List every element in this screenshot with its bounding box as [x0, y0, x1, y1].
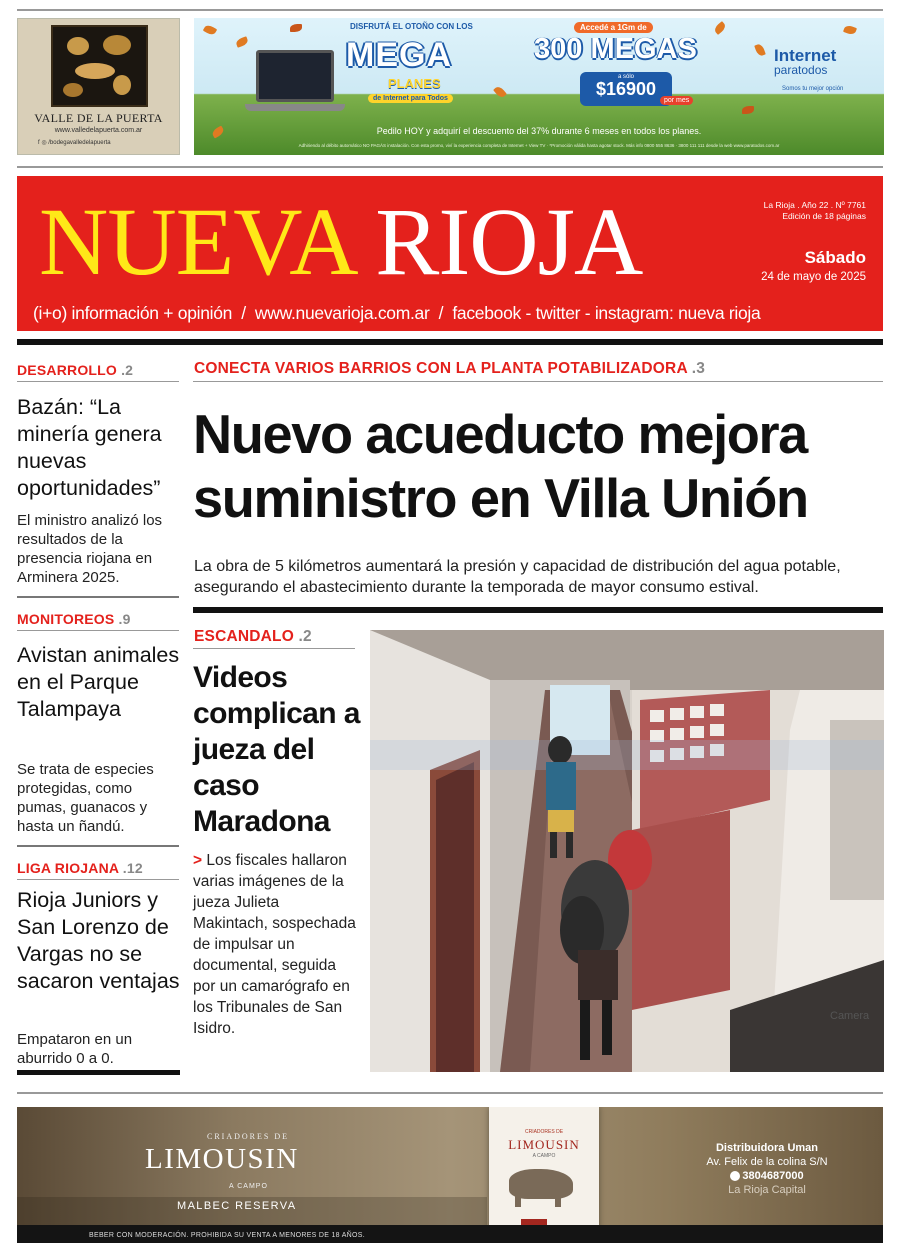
sidebar-section-label[interactable]: [17, 611, 131, 627]
ad-valle-de-la-puerta[interactable]: [17, 18, 180, 155]
ad-acampo: A CAMPO: [229, 1183, 268, 1190]
ad-brand-b: paratodos: [774, 63, 828, 77]
ad-mega: MEGA: [346, 36, 452, 74]
divider: [193, 607, 883, 613]
section-page: .9: [118, 611, 131, 627]
ad-limousin[interactable]: [17, 1107, 883, 1243]
divider: [17, 381, 179, 382]
sidebar-section-label[interactable]: [17, 362, 133, 378]
section-page: .2: [298, 628, 312, 645]
arrow-icon: >: [193, 852, 203, 869]
story2-body: [193, 850, 358, 1039]
divider: [17, 339, 883, 345]
story2-section-label[interactable]: [194, 628, 312, 646]
bottle-top: CRIADORES DE: [524, 1129, 564, 1135]
main-headline[interactable]: Nuevo acueducto mejora suministro en Villa Unión: [193, 403, 808, 529]
bull-icon: [509, 1169, 573, 1199]
ad-price: $16900: [595, 79, 657, 99]
divider: [193, 648, 355, 649]
ad-legal: Adhiriendo al débito automático NO PAGÁS instalación. Con esta promo, viví la experiencia completa de Internet + View TV · *Promoción válida hasta agotar stock. Más info 0800 555 8636 · 3800 111 111 desde la web www.paratodos.com.ar: [298, 143, 780, 148]
camera-label: Camera: [830, 1010, 870, 1022]
title-word-2: RIOJA: [375, 188, 643, 295]
edition-line-2: Edición de 18 páginas: [782, 211, 866, 221]
dist-name: Distribuidora Uman: [715, 1142, 819, 1154]
ad-brand: [774, 48, 836, 78]
main-section-label[interactable]: [194, 360, 705, 378]
leaf-icon: [843, 24, 857, 36]
sidebar-headline[interactable]: Rioja Juniors y San Lorenzo de Vargas no se sacaron ventajas: [17, 888, 180, 993]
ad-price-label: a sólo: [617, 74, 634, 80]
ad-crianza: CRIADORES DE: [207, 1132, 290, 1141]
dist-phone[interactable]: 3804687000: [742, 1170, 804, 1182]
ad-per-month: por mes: [660, 96, 693, 105]
divider: [17, 630, 179, 631]
distributor-info: [667, 1141, 867, 1197]
story2-headline[interactable]: Videos complican a jueza del caso Maradona: [193, 661, 360, 838]
edition-info: [764, 200, 866, 222]
ad-access: Accedé a 1Gm de: [574, 22, 653, 33]
leaf-icon: [493, 85, 507, 99]
ad-planes: PLANES: [388, 76, 441, 91]
ad-brand-tag: Somos tu mejor opción: [782, 86, 844, 92]
title-word-1: NUEVA: [39, 188, 353, 295]
divider: [17, 879, 179, 880]
issue-day: Sábado: [804, 248, 866, 267]
masthead: [17, 176, 883, 331]
bottle-brand: LIMOUSIN: [508, 1137, 580, 1152]
leaf-icon: [290, 24, 302, 32]
ad-pre: DISFRUTÁ EL OTOÑO CON LOS: [350, 22, 473, 31]
ad-internet-paratodos[interactable]: [194, 18, 884, 155]
divider: [17, 596, 179, 598]
leaf-icon: [203, 24, 217, 37]
ad-brand-a: Internet: [774, 46, 837, 65]
newspaper-title[interactable]: [39, 188, 643, 295]
ad-valle-name: VALLE DE LA PUERTA: [34, 111, 163, 125]
bottle-sub: A CAMPO: [532, 1153, 556, 1159]
leaf-icon: [713, 21, 727, 35]
ad-malbec: MALBEC RESERVA: [177, 1200, 297, 1212]
section-name: CONECTA VARIOS BARRIOS CON LA PLANTA POTABILIZADORA: [194, 360, 688, 377]
ad-megas: 300 MEGAS: [534, 33, 697, 65]
divider: [17, 1070, 180, 1075]
divider: [17, 845, 179, 847]
sidebar-summary: Se trata de especies protegidas, como pumas, guanacos y hasta un ñandú.: [17, 761, 154, 835]
sidebar-headline[interactable]: Bazán: “La minería genera nuevas oportunidades”: [17, 395, 162, 500]
section-page: .12: [122, 860, 143, 876]
leaf-icon: [742, 106, 754, 114]
ad-planes-sub: de Internet para Todos: [368, 94, 453, 103]
dist-address: Av. Felix de la colina S/N: [706, 1156, 828, 1168]
ad-price-box: [580, 72, 672, 106]
sidebar-summary: Empataron en un aburrido 0 a 0.: [17, 1031, 133, 1067]
story2-photo[interactable]: [370, 630, 884, 1072]
cctv-photo: [370, 630, 884, 1072]
section-name: ESCANDALO: [194, 628, 294, 645]
leaf-icon: [235, 36, 249, 48]
ad-cta: Pedilo HOY y adquirí el descuento del 37% durante 6 meses en todos los planes.: [376, 126, 702, 136]
ad-limousin-legal: BEBER CON MODERACIÓN. PROHIBIDA SU VENTA A MENORES DE 18 AÑOS.: [89, 1232, 365, 1239]
whatsapp-icon: [730, 1171, 740, 1181]
section-name: MONITOREOS: [17, 611, 115, 627]
section-page: .2: [121, 362, 134, 378]
leaf-icon: [754, 43, 766, 57]
main-deck: La obra de 5 kilómetros aumentará la presión y capacidad de distribución del agua potable, asegurando el abastecimiento durante la temporada de mayor consumo estival.: [194, 558, 841, 596]
ad-valle-url[interactable]: www.valledelapuerta.com.ar: [54, 127, 143, 134]
section-name: LIGA RIOJANA: [17, 860, 119, 876]
ad-limousin-brand: LIMOUSIN: [145, 1143, 299, 1175]
section-name: DESARROLLO: [17, 362, 117, 378]
section-page: .3: [691, 360, 706, 377]
sidebar-section-label[interactable]: [17, 860, 143, 876]
laptop-icon: [256, 50, 334, 102]
issue-date: 24 de mayo de 2025: [761, 271, 866, 283]
sidebar-summary: El ministro analizó los resultados de la presencia riojana en Arminera 2025.: [17, 512, 163, 586]
story2-text: Los fiscales hallaron varias imágenes de la jueza Julieta Makintach, sospechada de impulsar un documental, seguida por un camarógrafo en los Tribunales de San Isidro.: [193, 852, 356, 1037]
winery-logo-icon: [51, 25, 148, 107]
dist-city: La Rioja Capital: [728, 1184, 806, 1196]
tagline[interactable]: (i+o) información + opinión / www.nuevarioja.com.ar / facebook - twitter - instagram: nueva rioja: [33, 303, 761, 323]
wine-bottle-icon: [489, 1107, 599, 1243]
ad-valle-social: f ◎ /bodegavalledelapuerta: [38, 140, 111, 146]
sidebar-headline[interactable]: Avistan animales en el Parque Talampaya: [17, 643, 180, 721]
divider: [17, 1092, 883, 1094]
edition-line-1: La Rioja . Año 22 . Nº 7761: [763, 200, 866, 210]
divider: [193, 381, 883, 382]
